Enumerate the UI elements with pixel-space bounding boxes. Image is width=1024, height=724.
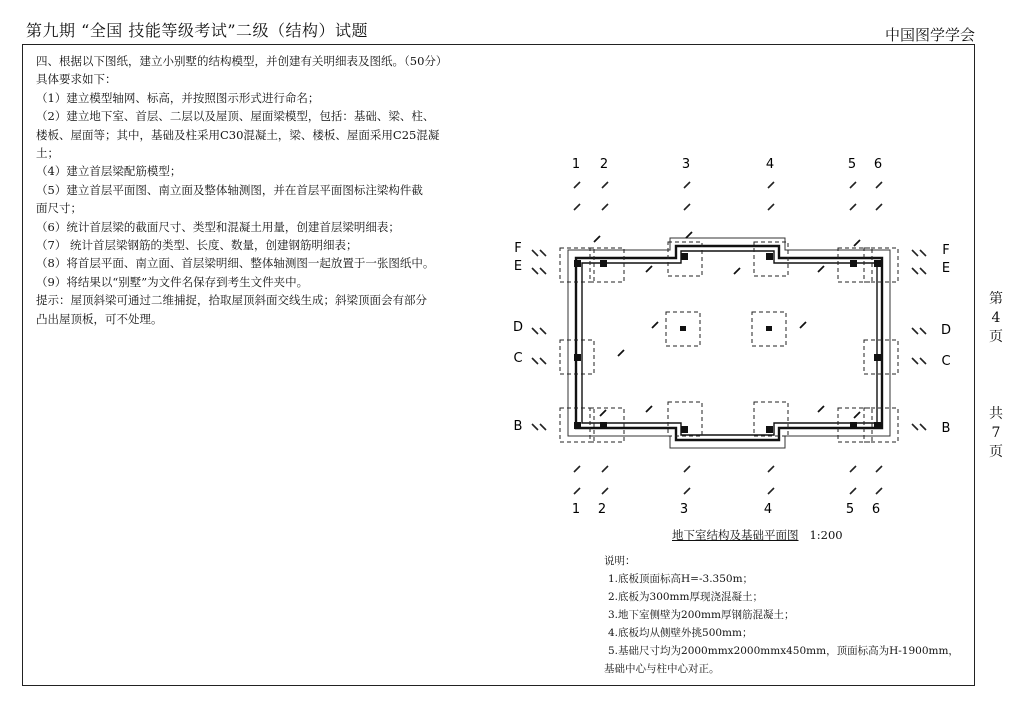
axis-label-top: 3 xyxy=(681,157,691,172)
note-item: 基础中心与柱中心对正。 xyxy=(604,663,720,675)
axis-label-bottom: 4 xyxy=(763,502,773,517)
axis-label-bottom: 6 xyxy=(871,502,881,517)
question-line: 土； xyxy=(36,146,59,161)
plan-notes xyxy=(604,552,959,678)
plan-caption xyxy=(672,527,843,543)
question-line: 提示：屋顶斜梁可通过二维捕捉，拾取屋顶斜面交线生成；斜梁顶面会有部分 xyxy=(36,293,427,308)
notes-heading: 说明： xyxy=(604,555,636,567)
axis-label-left: C xyxy=(513,351,523,366)
axis-label-right: B xyxy=(941,421,951,436)
axis-label-bottom: 1 xyxy=(571,502,581,517)
note-item: 2.底板为300mm厚现浇混凝土； xyxy=(608,591,763,603)
axis-label-bottom: 2 xyxy=(597,502,607,517)
page-total-indicator xyxy=(986,405,1006,462)
question-line: 具体要求如下： xyxy=(36,72,117,87)
foundation-pads xyxy=(560,242,898,442)
page-char: 页 xyxy=(989,329,1003,345)
question-line: （7） 统计首层梁钢筋的类型、长度、数量，创建钢筋明细表； xyxy=(36,238,358,253)
question-line: （1）建立模型轴网、标高，并按照图示形式进行命名； xyxy=(36,90,320,105)
plan-scale: 1:200 xyxy=(809,528,843,542)
axis-label-top: 2 xyxy=(599,157,609,172)
note-item: 1.底板顶面标高H=-3.350m； xyxy=(608,573,754,585)
basement-foundation-plan xyxy=(500,150,970,530)
slab-outline xyxy=(568,238,890,448)
question-line: 凸出屋顶板，可不处理。 xyxy=(36,311,163,326)
axis-label-right: E xyxy=(941,261,951,276)
question-line: （9）将结果以“别墅”为文件名保存到考生文件夹中。 xyxy=(36,274,309,289)
page-char: 第 xyxy=(989,291,1003,307)
question-line: （2）建立地下室、首层、二层以及屋顶、屋面梁模型，包括：基础、梁、柱、 xyxy=(36,109,435,124)
axis-label-top: 6 xyxy=(873,157,883,172)
exam-header-title: 第九期 “全国 技能等级考试”二级（结构）试题 xyxy=(26,21,369,40)
basement-wall-outer xyxy=(576,246,882,440)
axis-label-right: C xyxy=(941,354,951,369)
columns xyxy=(574,253,881,433)
axis-label-right: F xyxy=(942,243,950,258)
axis-label-right: D xyxy=(940,323,952,338)
axis-label-top: 1 xyxy=(571,157,581,172)
dimension-marks xyxy=(594,232,860,418)
axis-label-bottom: 3 xyxy=(679,502,689,517)
page-char: 页 xyxy=(989,444,1003,460)
axis-label-bottom: 5 xyxy=(845,502,855,517)
question-line: （5）建立首层平面图、南立面及整体轴测图，并在首层平面图标注梁构件截 xyxy=(36,182,423,197)
axis-tick-marks xyxy=(532,182,926,494)
axis-label-left: D xyxy=(512,320,524,335)
page-number: 4 xyxy=(991,310,1001,326)
axis-label-left: E xyxy=(513,259,523,274)
question-line: 楼板、屋面等；其中，基础及柱采用C30混凝土，梁、楼板、屋面采用C25混凝 xyxy=(36,127,440,142)
publisher-name: 中国图学学会 xyxy=(885,26,976,44)
axis-label-top: 5 xyxy=(847,157,857,172)
page-current-indicator xyxy=(986,290,1006,347)
plan-title: 地下室结构及基础平面图 xyxy=(672,528,799,542)
question-line: 面尺寸； xyxy=(36,201,82,216)
basement-wall-inner xyxy=(582,251,877,435)
note-item: 4.底板均从侧壁外挑500mm； xyxy=(608,627,753,639)
question-line: 四、根据以下图纸，建立小别墅的结构模型，并创建有关明细表及图纸。（50分） xyxy=(36,54,448,68)
note-item: 3.地下室侧壁为200mm厚钢筋混凝土； xyxy=(608,609,795,621)
page-total-number: 7 xyxy=(991,425,1001,441)
axis-label-left: F xyxy=(514,241,522,256)
question-line: （6）统计首层梁的截面尺寸、类型和混凝土用量，创建首层梁明细表； xyxy=(36,219,400,234)
axis-label-top: 4 xyxy=(765,157,775,172)
question-line: （8）将首层平面、南立面、首层梁明细、整体轴测图一起放置于一张图纸中。 xyxy=(36,256,435,271)
question-line: （4）建立首层梁配筋模型； xyxy=(36,164,182,179)
axis-label-left: B xyxy=(513,419,523,434)
question-block xyxy=(36,52,461,328)
page-char: 共 xyxy=(989,406,1003,422)
note-item: 5.基础尺寸均为2000mmx2000mmx450mm，顶面标高为H-1900mm， xyxy=(608,645,959,657)
